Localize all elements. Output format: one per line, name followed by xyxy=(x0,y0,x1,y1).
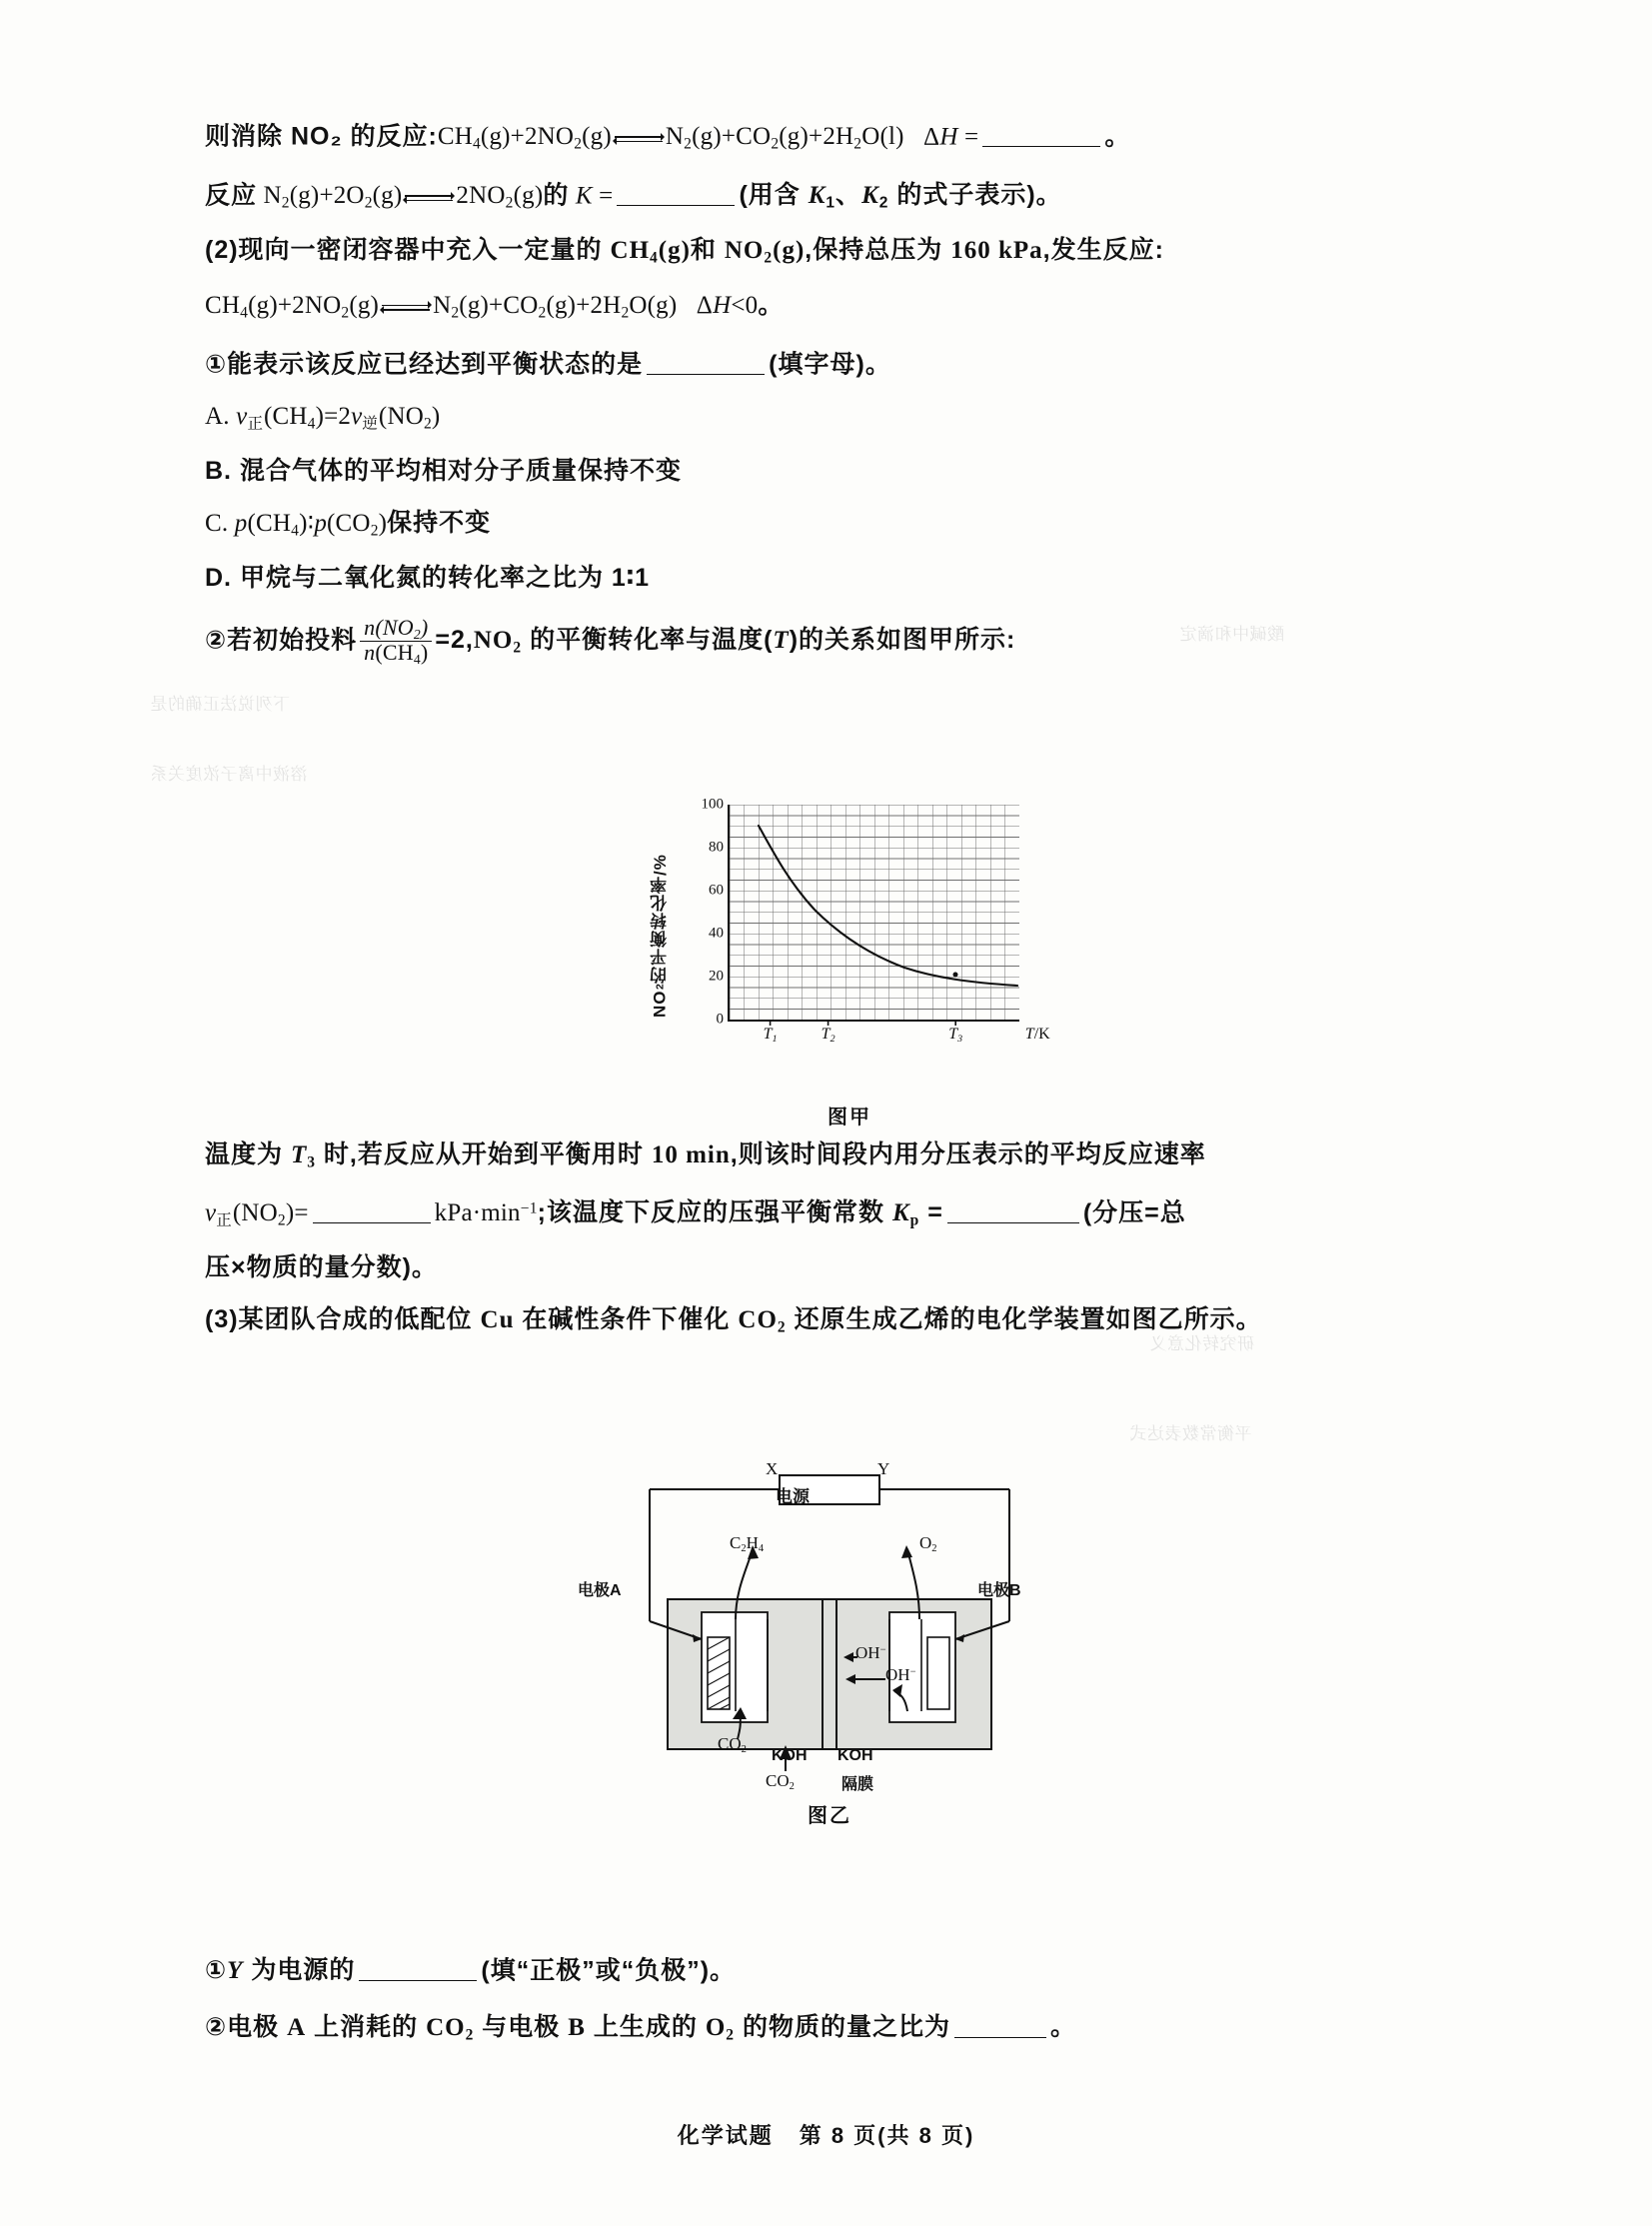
question-body xyxy=(205,120,1454,686)
fraction-numerator: $n(NO_2)$ xyxy=(364,614,429,642)
oxygen-label: $O_2$ xyxy=(919,1533,937,1554)
part2-eq-right: $N_2(g)+CO_2(g)+2H_2O(g)$ xyxy=(433,291,678,322)
option-b xyxy=(205,456,1454,485)
x-axis-label: T/K xyxy=(1024,1026,1050,1043)
cell-schematic xyxy=(590,1449,1069,1779)
sub2-prefix: ②若初始投料 xyxy=(205,626,358,655)
ethylene-label: $C_2H_4$ xyxy=(730,1533,765,1554)
terminal-x-label: X xyxy=(766,1459,779,1478)
line2-lead-cn: 反应 xyxy=(205,181,258,210)
answer-blank-dh[interactable] xyxy=(982,120,1100,147)
equilibrium-arrow-icon xyxy=(380,295,432,320)
sub1-part3-prefix: ①Y 为电源的 xyxy=(205,1956,356,1985)
answer-blank-terminal[interactable] xyxy=(359,1954,477,1981)
line2-products: $2NO_2(g)$ xyxy=(456,182,544,212)
kp-text: ;该温度下反应的压强平衡常数 $K_p$ = xyxy=(537,1197,943,1229)
part2-text: (2)现向一密闭容器中充入一定量的 $CH_4(g)$和 $NO_2(g)$,保持总压为 160 kPa,发生反应: xyxy=(205,236,1164,267)
bleed-through-text: 酸碱中和滴定 xyxy=(1179,625,1284,644)
sub1-note: (填字母)。 xyxy=(769,350,891,379)
bleed-through-text: 平衡常数表达式 xyxy=(1129,1424,1252,1443)
line-part2-intro xyxy=(205,238,1454,266)
sub2-part3-end: 。 xyxy=(1050,2012,1077,2041)
co2-left-label: $CO_2$ xyxy=(718,1734,747,1755)
subject-label: 化学试题 xyxy=(677,2123,774,2148)
line-eliminate-no2 xyxy=(205,120,1454,152)
part3-text: (3)某团队合成的低配位 Cu 在碱性条件下催化 $CO_2$ 还原生成乙烯的电化学装置如图乙所示。 xyxy=(205,1304,1262,1335)
terminal-y-label: Y xyxy=(877,1459,890,1478)
electrochemical-cell-diagram xyxy=(578,1449,1069,1793)
option-a: A. $v_正(CH_4)=2v_逆(NO_2)$ xyxy=(205,403,441,433)
line-part2-equation: $CH_4(g)+2NO_2(g)$ $N_2(g)+CO_2(g)+2H_2O(g)$ ΔH<0。 xyxy=(205,290,785,322)
line-sub1-part3 xyxy=(205,1954,1454,1983)
mole-ratio-fraction xyxy=(360,614,432,667)
membrane-label: 隔膜 xyxy=(841,1776,874,1793)
line2-reactants: $N_2(g)+2O_2(g)$ xyxy=(263,182,403,212)
line1-equation-right: $N_2(g)+CO_2(g)+2H_2O(l)$ xyxy=(665,123,904,153)
line-sub2-question xyxy=(205,614,1454,668)
figure-yi xyxy=(480,1449,1179,1828)
x-tick-t1: $T_1$ xyxy=(763,1026,778,1045)
rate-question-text: 温度为 $T_3$ 时,若反应从开始到平衡用时 10 min,则该时间段内用分压表示的平均反应速率 xyxy=(205,1140,1206,1171)
y-tick-80: 80 xyxy=(709,839,724,856)
page-footer xyxy=(0,2119,1652,2150)
equilibrium-arrow-icon xyxy=(613,126,665,151)
oh-center-label: OH− xyxy=(855,1643,886,1662)
co2-bottom-label: $CO_2$ xyxy=(766,1771,795,1792)
option-d-label: D. 甲烷与二氧化氮的转化率之比为 1∶1 xyxy=(205,563,651,592)
equilibrium-arrow-icon xyxy=(403,185,455,210)
bleed-through-text: 溶液中离子浓度关系 xyxy=(150,765,308,784)
y-tick-0: 0 xyxy=(716,1011,724,1028)
line1-period: 。 xyxy=(1104,122,1131,151)
line-kp-note-cont xyxy=(205,1252,1454,1281)
sub2-part3-prefix: ②电极 A 上消耗的 $CO_2$ 与电极 B 上生成的 $O_2$ 的物质的量之比为 xyxy=(205,2012,950,2043)
bleed-through-text: 研究转化意义 xyxy=(1149,1334,1254,1353)
conversion-vs-temperature-chart xyxy=(650,795,1049,1065)
option-b-label: B. 混合气体的平均相对分子质量保持不变 xyxy=(205,456,682,485)
chart-y-axis-label: NO 2 的平衡转化率/% xyxy=(650,853,670,1018)
answer-blank-k[interactable] xyxy=(617,179,735,206)
line-part3-intro xyxy=(205,1304,1454,1335)
rate-unit: $kPa\cdot\min^{-1}$ xyxy=(434,1198,538,1226)
kp-note-1: (分压=总 xyxy=(1082,1197,1186,1226)
oh-right-label: OH− xyxy=(885,1665,916,1684)
kp-note-2: 压×物质的量分数)。 xyxy=(205,1252,438,1281)
page-number-label: 第 8 页(共 8 页) xyxy=(799,2123,975,2148)
line1-lead: 则消除 NO₂ 的反应: xyxy=(205,122,438,151)
rate-symbol: $v_正(NO_2)=$ xyxy=(205,1198,309,1229)
answer-blank-mole-ratio[interactable] xyxy=(954,2010,1046,2037)
line1-equation-left: $CH_4(g)+2NO_2(g)$ xyxy=(437,123,612,153)
y-tick-100: 100 xyxy=(701,796,724,813)
question-body-3 xyxy=(205,1954,1454,2069)
line-rate-question xyxy=(205,1134,1454,1176)
question-body-2 xyxy=(205,1134,1454,1361)
line-k-expression: 反应 $N_2(g)+2O_2(g)$ $2NO_2(g)$的 K = (用含 $K_1$、$K_2$ 的式子表示)。 xyxy=(205,179,1454,211)
figure-jia-caption: 图甲 xyxy=(827,1107,871,1128)
fraction-denominator: $n(CH_4)$ xyxy=(360,641,432,666)
line2-de: 的 xyxy=(543,181,570,210)
line2-note: (用含 $K_1$、$K_2$ 的式子表示)。 xyxy=(739,181,1062,212)
axis-ticks xyxy=(730,805,1019,1020)
part2-dh: ΔH<0 xyxy=(696,291,759,319)
y-tick-20: 20 xyxy=(709,968,724,985)
power-supply-label: 电源 xyxy=(776,1487,810,1506)
line-sub2-part3 xyxy=(205,2010,1454,2042)
answer-blank-rate[interactable] xyxy=(313,1196,431,1223)
line-sub1-question xyxy=(205,348,1454,377)
sub1-question-text: ①能表示该反应已经达到平衡状态的是 xyxy=(205,350,644,379)
x-tick-t2: $T_2$ xyxy=(821,1026,835,1045)
electrode-b-label: 电极B xyxy=(977,1582,1021,1599)
answer-blank-kp[interactable] xyxy=(947,1196,1079,1223)
k-symbol: K xyxy=(575,182,593,210)
answer-blank-equilibrium-letters[interactable] xyxy=(647,348,765,375)
koh-left-label: KOH xyxy=(772,1747,808,1764)
figure-jia xyxy=(640,795,1059,1129)
figure-yi-caption: 图乙 xyxy=(808,1805,851,1827)
chart-plot-area xyxy=(701,796,1050,1045)
line-rate-blanks xyxy=(205,1196,1454,1228)
y-tick-40: 40 xyxy=(709,925,724,942)
option-c: C. $p(CH_4)∶p(CO_2)$保持不变 xyxy=(205,508,492,540)
electrode-a-label: 电极A xyxy=(578,1582,622,1599)
sub1-part3-note: (填“正极”或“负极”)。 xyxy=(481,1956,737,1985)
part2-eq-left: $CH_4(g)+2NO_2(g)$ xyxy=(205,291,380,322)
y-tick-60: 60 xyxy=(709,882,724,899)
koh-right-label: KOH xyxy=(837,1747,873,1764)
delta-h-label: ΔH = xyxy=(923,123,979,151)
sub2-suffix: $=2,NO_2$ 的平衡转化率与温度(T)的关系如图甲所示: xyxy=(435,626,1016,657)
bleed-through-text: 下列说法正确的是 xyxy=(150,695,290,714)
option-d xyxy=(205,563,1454,592)
x-tick-t3: $T_3$ xyxy=(948,1026,963,1045)
